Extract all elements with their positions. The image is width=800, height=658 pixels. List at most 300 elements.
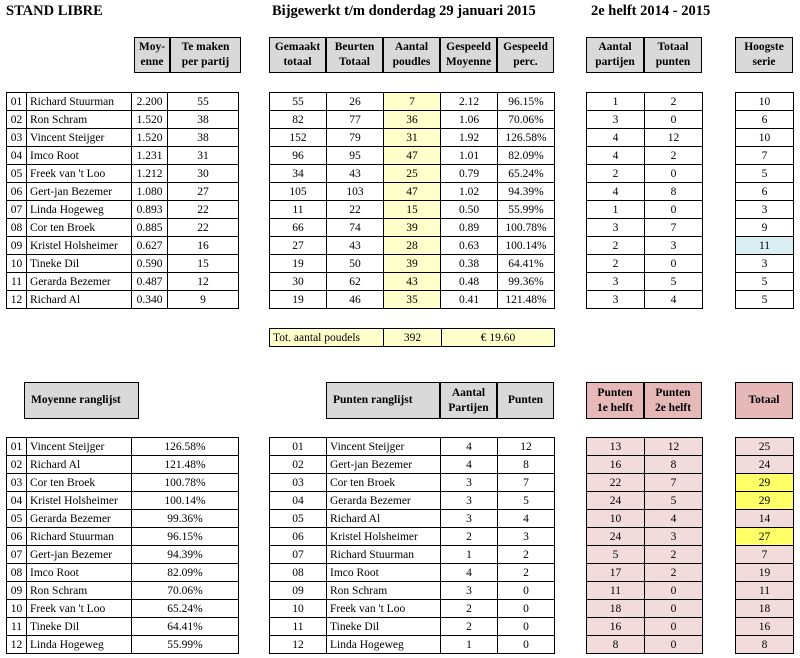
player-poudles: 47 [384, 147, 441, 165]
rank-punten-2e-helft: 12 [645, 438, 703, 456]
rank-percentage: 82.09% [132, 564, 239, 582]
player-beurten: 95 [327, 147, 384, 165]
table-row [270, 636, 555, 654]
rank-punten-2e-helft: 8 [645, 456, 703, 474]
player-gemaakt: 66 [270, 219, 327, 237]
rank-nr: 08 [270, 564, 327, 582]
player-nr: 10 [7, 255, 27, 273]
table-row [736, 255, 794, 273]
player-gespeeld-moyenne: 0.79 [441, 165, 498, 183]
rank-name: Linda Hogeweg [27, 636, 132, 654]
title-update-date: Bijgewerkt t/m donderdag 29 januari 2015 [272, 3, 536, 19]
table-row [270, 474, 555, 492]
player-gespeeld-perc: 96.15% [498, 93, 555, 111]
rank-nr: 03 [270, 474, 327, 492]
player-poudles: 36 [384, 111, 441, 129]
table-row [7, 219, 239, 237]
table-row [270, 183, 555, 201]
rank-totaal: 29 [736, 492, 794, 510]
table-row [270, 93, 555, 111]
table-row [587, 456, 703, 474]
player-nr: 12 [7, 291, 27, 309]
table-row [587, 183, 703, 201]
rank-punten-1e-helft: 18 [587, 600, 645, 618]
rank-totaal: 14 [736, 510, 794, 528]
player-beurten: 26 [327, 93, 384, 111]
player-gespeeld-moyenne: 0.50 [441, 201, 498, 219]
player-te-maken: 27 [168, 183, 239, 201]
player-hoogste-serie: 9 [736, 219, 794, 237]
player-moyenne: 1.231 [132, 147, 168, 165]
highest-series-table [735, 92, 794, 309]
rank-name: Richard Al [327, 510, 441, 528]
player-hoogste-serie: 10 [736, 129, 794, 147]
player-te-maken: 30 [168, 165, 239, 183]
player-name: Gert-jan Bezemer [27, 183, 132, 201]
header-hoogste-serie: Hoogste serie [735, 37, 793, 73]
rank-name: Tineke Dil [327, 618, 441, 636]
rank-name: Vincent Steijger [27, 438, 132, 456]
header-totaal-punten: Totaal punten [644, 37, 702, 73]
player-nr: 11 [7, 273, 27, 291]
rank-punten-2e-helft: 7 [645, 474, 703, 492]
rank-partijen: 3 [441, 582, 498, 600]
rank-nr: 07 [7, 546, 27, 564]
rank-partijen: 4 [441, 564, 498, 582]
rank-nr: 09 [270, 582, 327, 600]
points-table [586, 92, 703, 309]
table-row [7, 474, 239, 492]
player-te-maken: 22 [168, 219, 239, 237]
player-gespeeld-moyenne: 1.02 [441, 183, 498, 201]
rank-name: Ron Schram [327, 582, 441, 600]
header-moyenne: Moy- enne [134, 37, 170, 73]
player-poudles: 35 [384, 291, 441, 309]
player-moyenne: 1.520 [132, 129, 168, 147]
totals-label: Tot. aantal poudels [270, 329, 384, 347]
player-nr: 05 [7, 165, 27, 183]
player-beurten: 22 [327, 201, 384, 219]
rank-punten-1e-helft: 24 [587, 492, 645, 510]
player-poudles: 39 [384, 219, 441, 237]
rank-percentage: 121.48% [132, 456, 239, 474]
rank-partijen: 2 [441, 600, 498, 618]
player-partijen: 3 [587, 219, 645, 237]
player-gespeeld-perc: 94.39% [498, 183, 555, 201]
table-row [7, 273, 239, 291]
table-row [587, 582, 703, 600]
title-stand-libre: STAND LIBRE [6, 3, 103, 19]
rank-punten: 0 [498, 618, 555, 636]
punten-ranglijst-table [269, 437, 555, 654]
rank-name: Gerarda Bezemer [327, 492, 441, 510]
rank-nr: 10 [7, 600, 27, 618]
table-row [270, 273, 555, 291]
rank-partijen: 4 [441, 456, 498, 474]
rank-percentage: 65.24% [132, 600, 239, 618]
rank-punten-2e-helft: 4 [645, 510, 703, 528]
rank-nr: 04 [270, 492, 327, 510]
player-punten: 3 [645, 237, 703, 255]
player-partijen: 1 [587, 201, 645, 219]
table-row [587, 618, 703, 636]
player-gemaakt: 152 [270, 129, 327, 147]
rank-punten-1e-helft: 5 [587, 546, 645, 564]
rank-punten-1e-helft: 11 [587, 582, 645, 600]
player-nr: 02 [7, 111, 27, 129]
table-row [270, 546, 555, 564]
table-row [270, 528, 555, 546]
player-te-maken: 12 [168, 273, 239, 291]
header-partijen: Aantal Partijen [440, 382, 497, 419]
rank-totaal: 25 [736, 438, 794, 456]
rank-percentage: 70.06% [132, 582, 239, 600]
player-partijen: 2 [587, 165, 645, 183]
player-partijen: 2 [587, 255, 645, 273]
rank-punten-2e-helft: 5 [645, 492, 703, 510]
table-row [270, 582, 555, 600]
table-row [587, 564, 703, 582]
player-gemaakt: 105 [270, 183, 327, 201]
table-row [7, 600, 239, 618]
rank-nr: 04 [7, 492, 27, 510]
rank-percentage: 55.99% [132, 636, 239, 654]
table-row [270, 438, 555, 456]
player-moyenne: 0.487 [132, 273, 168, 291]
table-row [736, 273, 794, 291]
player-hoogste-serie: 3 [736, 255, 794, 273]
rank-percentage: 64.41% [132, 618, 239, 636]
table-row [587, 636, 703, 654]
table-row [270, 129, 555, 147]
player-gemaakt: 55 [270, 93, 327, 111]
table-row [587, 255, 703, 273]
player-gespeeld-perc: 65.24% [498, 165, 555, 183]
player-te-maken: 55 [168, 93, 239, 111]
player-gemaakt: 19 [270, 291, 327, 309]
rank-partijen: 3 [441, 474, 498, 492]
rank-nr: 09 [7, 582, 27, 600]
rank-totaal: 8 [736, 636, 794, 654]
player-nr: 01 [7, 93, 27, 111]
table-row [7, 582, 239, 600]
player-moyenne: 0.885 [132, 219, 168, 237]
totaal-table [735, 437, 794, 654]
player-name: Richard Al [27, 291, 132, 309]
player-hoogste-serie: 5 [736, 273, 794, 291]
rank-name: Linda Hogeweg [327, 636, 441, 654]
player-moyenne: 0.590 [132, 255, 168, 273]
player-punten: 7 [645, 219, 703, 237]
header-beurten: Beurten Totaal [326, 37, 383, 73]
table-row [587, 129, 703, 147]
table-row [587, 546, 703, 564]
player-punten: 12 [645, 129, 703, 147]
player-te-maken: 31 [168, 147, 239, 165]
player-moyenne: 1.520 [132, 111, 168, 129]
player-nr: 03 [7, 129, 27, 147]
player-name: Gerarda Bezemer [27, 273, 132, 291]
rank-punten-1e-helft: 10 [587, 510, 645, 528]
rank-name: Gerarda Bezemer [27, 510, 132, 528]
table-row [587, 219, 703, 237]
rank-name: Richard Stuurman [327, 546, 441, 564]
table-row [736, 636, 794, 654]
table-row [7, 510, 239, 528]
player-moyenne: 0.340 [132, 291, 168, 309]
table-row [587, 111, 703, 129]
player-gespeeld-moyenne: 1.92 [441, 129, 498, 147]
player-gespeeld-moyenne: 0.63 [441, 237, 498, 255]
player-gespeeld-moyenne: 2.12 [441, 93, 498, 111]
player-te-maken: 38 [168, 111, 239, 129]
player-gespeeld-moyenne: 1.01 [441, 147, 498, 165]
rank-nr: 05 [7, 510, 27, 528]
table-row [7, 165, 239, 183]
rank-nr: 02 [7, 456, 27, 474]
player-beurten: 74 [327, 219, 384, 237]
header-gespeeld-moyenne: Gespeeld Moyenne [440, 37, 497, 73]
player-punten: 0 [645, 111, 703, 129]
player-gespeeld-perc: 64.41% [498, 255, 555, 273]
rank-name: Freek van 't Loo [27, 600, 132, 618]
table-row [587, 147, 703, 165]
rank-nr: 11 [7, 618, 27, 636]
rank-name: Kristel Holsheimer [27, 492, 132, 510]
rank-punten: 2 [498, 546, 555, 564]
table-row [7, 456, 239, 474]
table-row [736, 291, 794, 309]
table-row [736, 492, 794, 510]
player-name: Tineke Dil [27, 255, 132, 273]
player-beurten: 62 [327, 273, 384, 291]
player-nr: 08 [7, 219, 27, 237]
rank-nr: 06 [270, 528, 327, 546]
rank-punten-2e-helft: 3 [645, 528, 703, 546]
rank-totaal: 11 [736, 582, 794, 600]
table-row [7, 183, 239, 201]
table-row [7, 291, 239, 309]
player-punten: 8 [645, 183, 703, 201]
player-moyenne: 1.080 [132, 183, 168, 201]
rank-partijen: 1 [441, 636, 498, 654]
table-row [7, 492, 239, 510]
player-partijen: 3 [587, 273, 645, 291]
player-beurten: 77 [327, 111, 384, 129]
rank-totaal: 29 [736, 474, 794, 492]
rank-punten: 7 [498, 474, 555, 492]
player-moyenne: 2.200 [132, 93, 168, 111]
table-row [736, 147, 794, 165]
table-row [587, 492, 703, 510]
player-gemaakt: 96 [270, 147, 327, 165]
rank-percentage: 99.36% [132, 510, 239, 528]
rank-nr: 10 [270, 600, 327, 618]
table-row [7, 237, 239, 255]
rank-percentage: 100.14% [132, 492, 239, 510]
table-row [587, 291, 703, 309]
table-row [587, 165, 703, 183]
table-row [7, 636, 239, 654]
rank-nr: 08 [7, 564, 27, 582]
table-row [270, 255, 555, 273]
player-punten: 2 [645, 93, 703, 111]
table-row [736, 600, 794, 618]
table-row [736, 582, 794, 600]
table-row [270, 111, 555, 129]
table-row [736, 510, 794, 528]
rank-punten-2e-helft: 2 [645, 564, 703, 582]
rank-punten: 12 [498, 438, 555, 456]
table-row [587, 273, 703, 291]
rank-name: Vincent Steijger [327, 438, 441, 456]
header-moyenne-ranglijst: Moyenne ranglijst [24, 382, 139, 419]
player-punten: 0 [645, 201, 703, 219]
player-hoogste-serie: 10 [736, 93, 794, 111]
rank-punten: 4 [498, 510, 555, 528]
player-beurten: 79 [327, 129, 384, 147]
player-gespeeld-perc: 82.09% [498, 147, 555, 165]
player-gespeeld-moyenne: 0.89 [441, 219, 498, 237]
rank-percentage: 100.78% [132, 474, 239, 492]
rank-nr: 03 [7, 474, 27, 492]
player-gespeeld-moyenne: 0.38 [441, 255, 498, 273]
rank-punten: 8 [498, 456, 555, 474]
table-row [7, 618, 239, 636]
player-punten: 0 [645, 165, 703, 183]
player-gemaakt: 11 [270, 201, 327, 219]
table-row [270, 219, 555, 237]
rank-punten: 0 [498, 582, 555, 600]
rank-punten-1e-helft: 16 [587, 456, 645, 474]
table-row [587, 510, 703, 528]
player-gespeeld-perc: 100.78% [498, 219, 555, 237]
player-punten: 2 [645, 147, 703, 165]
rank-punten: 2 [498, 564, 555, 582]
player-moyenne: 0.893 [132, 201, 168, 219]
rank-punten-2e-helft: 0 [645, 582, 703, 600]
rank-percentage: 126.58% [132, 438, 239, 456]
table-row [736, 618, 794, 636]
player-gemaakt: 30 [270, 273, 327, 291]
player-nr: 06 [7, 183, 27, 201]
rank-punten: 5 [498, 492, 555, 510]
table-row [7, 93, 239, 111]
table-row [587, 201, 703, 219]
table-row [7, 129, 239, 147]
rank-nr: 07 [270, 546, 327, 564]
player-gespeeld-moyenne: 0.48 [441, 273, 498, 291]
table-row [736, 474, 794, 492]
rank-partijen: 1 [441, 546, 498, 564]
player-moyenne: 1.212 [132, 165, 168, 183]
player-poudles: 31 [384, 129, 441, 147]
rank-name: Imco Root [327, 564, 441, 582]
player-name: Vincent Steijger [27, 129, 132, 147]
table-row [7, 201, 239, 219]
player-partijen: 4 [587, 183, 645, 201]
table-row [7, 255, 239, 273]
header-aantal-poudles: Aantal poudles [383, 37, 440, 73]
player-nr: 09 [7, 237, 27, 255]
table-row [270, 600, 555, 618]
rank-name: Imco Root [27, 564, 132, 582]
player-poudles: 25 [384, 165, 441, 183]
rank-punten-1e-helft: 13 [587, 438, 645, 456]
table-row [7, 564, 239, 582]
player-partijen: 4 [587, 129, 645, 147]
player-punten: 4 [645, 291, 703, 309]
table-row [270, 564, 555, 582]
player-poudles: 28 [384, 237, 441, 255]
table-row [736, 129, 794, 147]
rank-totaal: 19 [736, 564, 794, 582]
player-name: Imco Root [27, 147, 132, 165]
table-row [270, 492, 555, 510]
rank-nr: 06 [7, 528, 27, 546]
table-row [7, 111, 239, 129]
player-hoogste-serie: 6 [736, 183, 794, 201]
player-beurten: 43 [327, 237, 384, 255]
table-row [587, 93, 703, 111]
player-name: Freek van 't Loo [27, 165, 132, 183]
player-poudles: 15 [384, 201, 441, 219]
rank-punten-1e-helft: 16 [587, 618, 645, 636]
table-row [270, 510, 555, 528]
player-poudles: 7 [384, 93, 441, 111]
rank-nr: 05 [270, 510, 327, 528]
rank-name: Cor ten Broek [27, 474, 132, 492]
player-hoogste-serie: 5 [736, 291, 794, 309]
rank-nr: 11 [270, 618, 327, 636]
player-hoogste-serie: 11 [736, 237, 794, 255]
table-row [270, 618, 555, 636]
player-gespeeld-perc: 126.58% [498, 129, 555, 147]
player-hoogste-serie: 5 [736, 165, 794, 183]
rank-percentage: 94.39% [132, 546, 239, 564]
player-moyenne: 0.627 [132, 237, 168, 255]
player-poudles: 39 [384, 255, 441, 273]
player-partijen: 1 [587, 93, 645, 111]
player-gespeeld-perc: 121.48% [498, 291, 555, 309]
rank-punten-1e-helft: 8 [587, 636, 645, 654]
table-row [587, 528, 703, 546]
rank-name: Richard Stuurman [27, 528, 132, 546]
player-hoogste-serie: 6 [736, 111, 794, 129]
punten-helften-table [586, 437, 703, 654]
player-beurten: 46 [327, 291, 384, 309]
table-row [736, 456, 794, 474]
player-name: Richard Stuurman [27, 93, 132, 111]
table-row [270, 201, 555, 219]
table-row [736, 438, 794, 456]
player-partijen: 3 [587, 111, 645, 129]
table-row [7, 546, 239, 564]
rank-totaal: 24 [736, 456, 794, 474]
totals-table [269, 328, 555, 347]
table-row [270, 237, 555, 255]
player-te-maken: 15 [168, 255, 239, 273]
player-punten: 5 [645, 273, 703, 291]
header-gemaakt: Gemaakt totaal [269, 37, 326, 73]
header-punten-1e-helft: Punten 1e helft [586, 382, 644, 419]
table-row [7, 147, 239, 165]
player-partijen: 4 [587, 147, 645, 165]
player-beurten: 103 [327, 183, 384, 201]
rank-percentage: 96.15% [132, 528, 239, 546]
table-row [736, 564, 794, 582]
rank-partijen: 4 [441, 438, 498, 456]
